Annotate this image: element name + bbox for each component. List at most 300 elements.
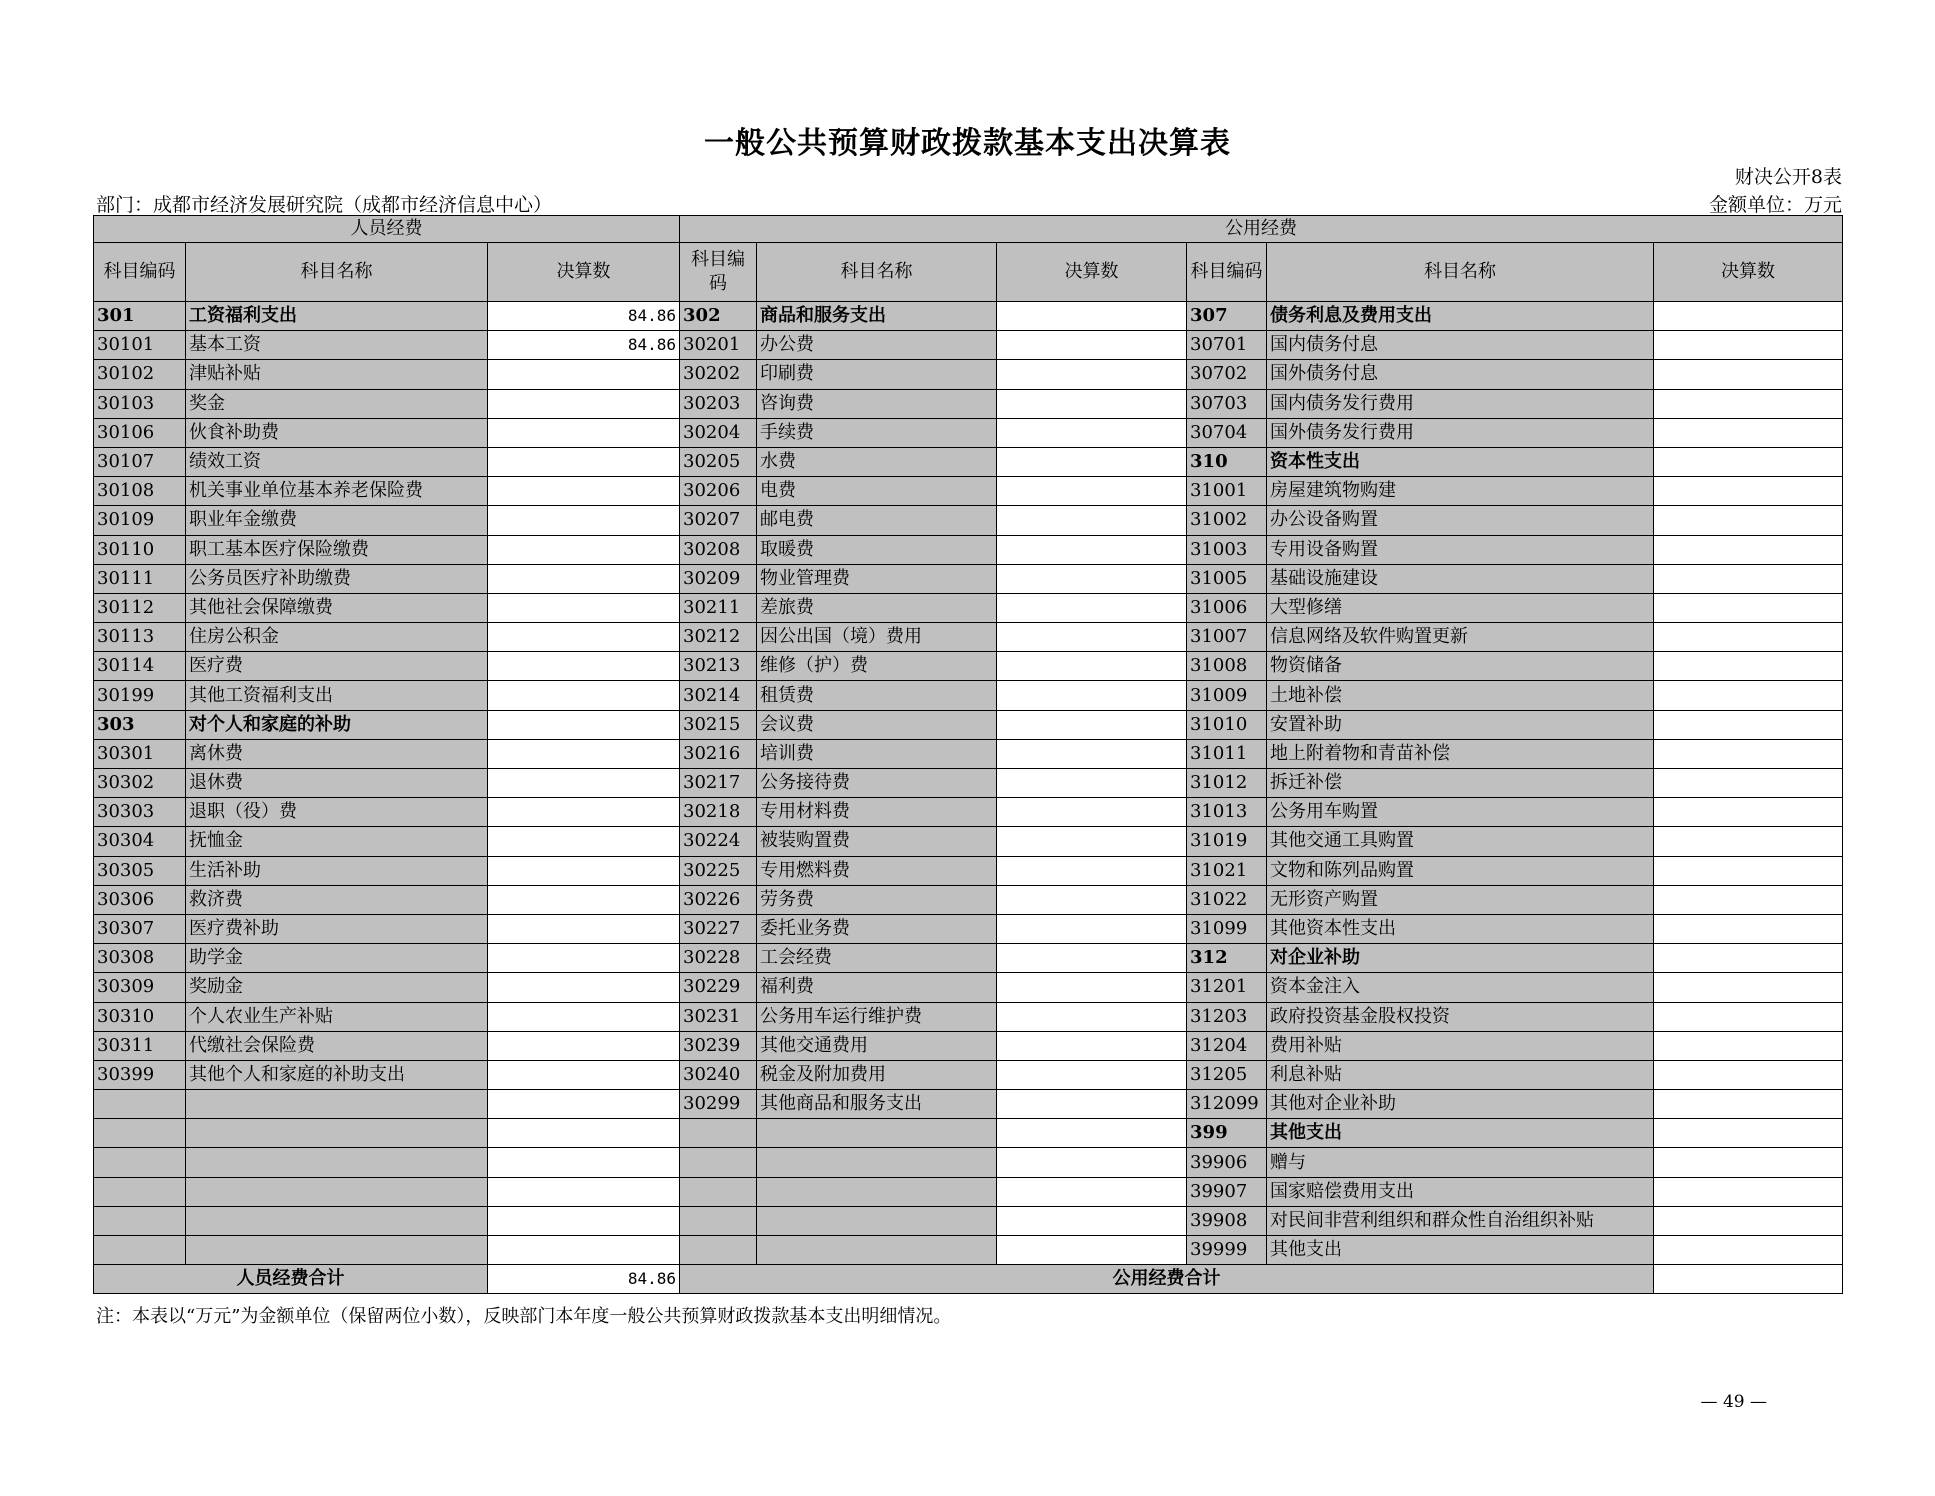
amount-cell <box>997 652 1187 681</box>
code-cell: 30204 <box>680 418 757 447</box>
name-cell: 救济费 <box>186 885 488 914</box>
amount-cell <box>488 623 680 652</box>
personnel-total-value: 84.86 <box>488 1265 680 1294</box>
amount-cell <box>997 944 1187 973</box>
code-cell: 31021 <box>1187 856 1267 885</box>
code-cell <box>680 1206 757 1235</box>
amount-cell <box>488 360 680 389</box>
name-cell: 文物和陈列品购置 <box>1267 856 1654 885</box>
code-cell: 30205 <box>680 447 757 476</box>
code-cell: 31008 <box>1187 652 1267 681</box>
code-cell: 30109 <box>94 506 186 535</box>
department-label: 部门：成都市经济发展研究院（成都市经济信息中心） <box>96 194 553 216</box>
table-row <box>94 418 1843 447</box>
amount-cell <box>1654 447 1843 476</box>
table-row <box>94 593 1843 622</box>
name-cell: 邮电费 <box>757 506 997 535</box>
amount-cell <box>997 389 1187 418</box>
page-title: 一般公共预算财政拨款基本支出决算表 <box>704 126 1231 161</box>
code-cell: 31005 <box>1187 564 1267 593</box>
code-cell: 30101 <box>94 331 186 360</box>
name-cell: 其他对企业补助 <box>1267 1090 1654 1119</box>
code-cell: 30113 <box>94 623 186 652</box>
code-cell: 30108 <box>94 477 186 506</box>
name-cell: 水费 <box>757 447 997 476</box>
name-cell: 资本性支出 <box>1267 447 1654 476</box>
code-cell <box>94 1206 186 1235</box>
public-total-label: 公用经费合计 <box>680 1265 1654 1294</box>
name-cell: 住房公积金 <box>186 623 488 652</box>
amount-cell <box>997 1236 1187 1265</box>
name-cell: 其他支出 <box>1267 1119 1654 1148</box>
name-cell <box>757 1148 997 1177</box>
form-number: 财决公开8表 <box>1734 166 1842 188</box>
name-cell: 会议费 <box>757 710 997 739</box>
name-cell: 专用燃料费 <box>757 856 997 885</box>
amount-cell <box>997 1206 1187 1235</box>
amount-cell <box>997 1031 1187 1060</box>
table-row <box>94 973 1843 1002</box>
code-cell: 30307 <box>94 914 186 943</box>
section-personnel: 人员经费 <box>94 216 680 243</box>
table-row <box>94 1206 1843 1235</box>
name-cell: 伙食补助费 <box>186 418 488 447</box>
code-cell: 30211 <box>680 593 757 622</box>
table-row <box>94 914 1843 943</box>
amount-cell <box>997 477 1187 506</box>
amount-cell <box>997 535 1187 564</box>
code-cell: 31002 <box>1187 506 1267 535</box>
table-row <box>94 302 1843 331</box>
page-number: — 49 — <box>1700 1392 1767 1412</box>
name-cell: 地上附着物和青苗补偿 <box>1267 739 1654 768</box>
amount-cell <box>488 944 680 973</box>
code-cell: 312 <box>1187 944 1267 973</box>
table-row <box>94 652 1843 681</box>
code-cell: 30212 <box>680 623 757 652</box>
name-cell: 其他交通费用 <box>757 1031 997 1060</box>
amount-cell <box>997 593 1187 622</box>
code-cell <box>680 1236 757 1265</box>
table-row <box>94 885 1843 914</box>
amount-cell <box>488 1119 680 1148</box>
amount-cell <box>1654 914 1843 943</box>
name-cell: 无形资产购置 <box>1267 885 1654 914</box>
table-row <box>94 1236 1843 1265</box>
name-cell: 绩效工资 <box>186 447 488 476</box>
header-code: 科目编码 <box>680 243 757 302</box>
amount-cell <box>488 477 680 506</box>
amount-cell <box>1654 856 1843 885</box>
name-cell: 国外债务付息 <box>1267 360 1654 389</box>
table-row <box>94 506 1843 535</box>
name-cell <box>757 1206 997 1235</box>
amount-cell <box>997 506 1187 535</box>
name-cell: 手续费 <box>757 418 997 447</box>
amount-cell <box>488 1090 680 1119</box>
table-row <box>94 1090 1843 1119</box>
amount-cell <box>997 331 1187 360</box>
name-cell: 抚恤金 <box>186 827 488 856</box>
name-cell: 其他支出 <box>1267 1236 1654 1265</box>
code-cell: 31010 <box>1187 710 1267 739</box>
table-row <box>94 389 1843 418</box>
amount-cell <box>997 447 1187 476</box>
table-row <box>94 1002 1843 1031</box>
amount-cell <box>997 360 1187 389</box>
amount-cell <box>488 593 680 622</box>
name-cell: 商品和服务支出 <box>757 302 997 331</box>
table-row <box>94 477 1843 506</box>
amount-cell <box>488 389 680 418</box>
section-public: 公用经费 <box>680 216 1843 243</box>
amount-cell <box>997 885 1187 914</box>
code-cell: 30227 <box>680 914 757 943</box>
code-cell <box>94 1177 186 1206</box>
name-cell: 安置补助 <box>1267 710 1654 739</box>
amount-cell <box>997 798 1187 827</box>
amount-cell <box>488 418 680 447</box>
name-cell: 工会经费 <box>757 944 997 973</box>
name-cell <box>186 1148 488 1177</box>
name-cell: 物资储备 <box>1267 652 1654 681</box>
amount-cell <box>997 914 1187 943</box>
amount-cell <box>1654 973 1843 1002</box>
name-cell: 印刷费 <box>757 360 997 389</box>
amount-cell <box>997 739 1187 768</box>
code-cell: 310 <box>1187 447 1267 476</box>
name-cell: 津贴补贴 <box>186 360 488 389</box>
name-cell <box>186 1177 488 1206</box>
name-cell: 委托业务费 <box>757 914 997 943</box>
name-cell: 工资福利支出 <box>186 302 488 331</box>
name-cell: 离休费 <box>186 739 488 768</box>
code-cell: 31001 <box>1187 477 1267 506</box>
amount-cell <box>1654 535 1843 564</box>
name-cell: 对个人和家庭的补助 <box>186 710 488 739</box>
amount-cell <box>1654 593 1843 622</box>
name-cell: 其他社会保障缴费 <box>186 593 488 622</box>
amount-cell <box>488 1031 680 1060</box>
table-row <box>94 944 1843 973</box>
code-cell: 30304 <box>94 827 186 856</box>
name-cell: 助学金 <box>186 944 488 973</box>
code-cell <box>680 1148 757 1177</box>
table-row <box>94 535 1843 564</box>
amount-cell <box>1654 827 1843 856</box>
name-cell: 大型修缮 <box>1267 593 1654 622</box>
amount-cell <box>488 769 680 798</box>
code-cell: 31003 <box>1187 535 1267 564</box>
table-row <box>94 1031 1843 1060</box>
amount-cell <box>1654 1119 1843 1148</box>
code-cell: 30199 <box>94 681 186 710</box>
name-cell: 基础设施建设 <box>1267 564 1654 593</box>
name-cell: 对民间非营利组织和群众性自治组织补贴 <box>1267 1206 1654 1235</box>
code-cell: 39907 <box>1187 1177 1267 1206</box>
table-row <box>94 1060 1843 1089</box>
amount-cell <box>997 1060 1187 1089</box>
name-cell: 赠与 <box>1267 1148 1654 1177</box>
name-cell: 房屋建筑物购建 <box>1267 477 1654 506</box>
name-cell: 维修（护）费 <box>757 652 997 681</box>
name-cell: 培训费 <box>757 739 997 768</box>
code-cell: 30214 <box>680 681 757 710</box>
amount-cell <box>1654 652 1843 681</box>
amount-cell <box>488 856 680 885</box>
amount-cell <box>997 1148 1187 1177</box>
amount-cell <box>1654 710 1843 739</box>
code-cell: 30102 <box>94 360 186 389</box>
header-code: 科目编码 <box>1187 243 1267 302</box>
amount-cell <box>488 506 680 535</box>
header-code: 科目编码 <box>94 243 186 302</box>
name-cell: 公务用车购置 <box>1267 798 1654 827</box>
name-cell: 办公设备购置 <box>1267 506 1654 535</box>
name-cell: 退职（役）费 <box>186 798 488 827</box>
name-cell: 费用补贴 <box>1267 1031 1654 1060</box>
amount-cell <box>488 973 680 1002</box>
name-cell: 差旅费 <box>757 593 997 622</box>
table-row <box>94 1148 1843 1177</box>
public-total-value <box>1654 1265 1843 1294</box>
code-cell: 30225 <box>680 856 757 885</box>
table-row <box>94 681 1843 710</box>
code-cell: 30208 <box>680 535 757 564</box>
name-cell: 医疗费 <box>186 652 488 681</box>
name-cell: 办公费 <box>757 331 997 360</box>
code-cell: 30299 <box>680 1090 757 1119</box>
amount-cell <box>1654 418 1843 447</box>
amount-cell <box>488 827 680 856</box>
name-cell: 专用设备购置 <box>1267 535 1654 564</box>
code-cell: 31204 <box>1187 1031 1267 1060</box>
code-cell: 30215 <box>680 710 757 739</box>
amount-cell <box>997 1119 1187 1148</box>
code-cell: 30303 <box>94 798 186 827</box>
code-cell: 30213 <box>680 652 757 681</box>
code-cell <box>94 1236 186 1265</box>
code-cell <box>680 1119 757 1148</box>
name-cell: 代缴社会保险费 <box>186 1031 488 1060</box>
amount-cell <box>488 885 680 914</box>
amount-cell <box>997 681 1187 710</box>
code-cell: 30110 <box>94 535 186 564</box>
code-cell: 30702 <box>1187 360 1267 389</box>
name-cell <box>186 1090 488 1119</box>
header-name: 科目名称 <box>1267 243 1654 302</box>
code-cell: 30209 <box>680 564 757 593</box>
name-cell: 因公出国（境）费用 <box>757 623 997 652</box>
amount-cell <box>997 856 1187 885</box>
amount-cell <box>1654 1060 1843 1089</box>
amount-cell <box>488 1177 680 1206</box>
code-cell: 307 <box>1187 302 1267 331</box>
header-amount: 决算数 <box>1654 243 1843 302</box>
amount-cell <box>1654 564 1843 593</box>
amount-cell: 84.86 <box>488 331 680 360</box>
code-cell: 30112 <box>94 593 186 622</box>
code-cell: 30224 <box>680 827 757 856</box>
name-cell: 资本金注入 <box>1267 973 1654 1002</box>
code-cell: 31011 <box>1187 739 1267 768</box>
name-cell: 其他个人和家庭的补助支出 <box>186 1060 488 1089</box>
code-cell: 30228 <box>680 944 757 973</box>
amount-cell <box>1654 1177 1843 1206</box>
code-cell: 30203 <box>680 389 757 418</box>
code-cell: 30311 <box>94 1031 186 1060</box>
amount-cell <box>997 564 1187 593</box>
name-cell: 电费 <box>757 477 997 506</box>
name-cell: 国外债务发行费用 <box>1267 418 1654 447</box>
code-cell: 30216 <box>680 739 757 768</box>
amount-cell <box>1654 1148 1843 1177</box>
code-cell: 30306 <box>94 885 186 914</box>
name-cell: 职工基本医疗保险缴费 <box>186 535 488 564</box>
amount-cell <box>997 1090 1187 1119</box>
name-cell: 公务员医疗补助缴费 <box>186 564 488 593</box>
name-cell <box>186 1206 488 1235</box>
amount-cell <box>997 302 1187 331</box>
amount-cell <box>1654 739 1843 768</box>
code-cell: 30240 <box>680 1060 757 1089</box>
name-cell: 医疗费补助 <box>186 914 488 943</box>
code-cell: 312099 <box>1187 1090 1267 1119</box>
amount-unit: 金额单位：万元 <box>1708 194 1842 216</box>
code-cell: 31012 <box>1187 769 1267 798</box>
code-cell: 30107 <box>94 447 186 476</box>
amount-cell <box>488 1002 680 1031</box>
name-cell: 信息网络及软件购置更新 <box>1267 623 1654 652</box>
code-cell: 30310 <box>94 1002 186 1031</box>
amount-cell <box>997 769 1187 798</box>
amount-cell <box>997 1002 1187 1031</box>
header-name: 科目名称 <box>186 243 488 302</box>
name-cell: 奖励金 <box>186 973 488 1002</box>
code-cell: 31099 <box>1187 914 1267 943</box>
expenditure-table <box>93 215 1843 1294</box>
amount-cell <box>997 973 1187 1002</box>
name-cell: 咨询费 <box>757 389 997 418</box>
name-cell: 个人农业生产补贴 <box>186 1002 488 1031</box>
amount-cell <box>1654 1002 1843 1031</box>
amount-cell <box>997 710 1187 739</box>
code-cell: 30399 <box>94 1060 186 1089</box>
name-cell: 对企业补助 <box>1267 944 1654 973</box>
code-cell: 30106 <box>94 418 186 447</box>
code-cell: 302 <box>680 302 757 331</box>
code-cell: 30206 <box>680 477 757 506</box>
amount-cell <box>1654 1236 1843 1265</box>
code-cell <box>94 1148 186 1177</box>
code-cell <box>94 1090 186 1119</box>
table-row <box>94 360 1843 389</box>
amount-cell: 84.86 <box>488 302 680 331</box>
amount-cell <box>488 535 680 564</box>
header-name: 科目名称 <box>757 243 997 302</box>
name-cell: 福利费 <box>757 973 997 1002</box>
table-row <box>94 856 1843 885</box>
name-cell: 其他工资福利支出 <box>186 681 488 710</box>
name-cell: 债务利息及费用支出 <box>1267 302 1654 331</box>
code-cell: 399 <box>1187 1119 1267 1148</box>
amount-cell <box>488 710 680 739</box>
code-cell: 31203 <box>1187 1002 1267 1031</box>
code-cell <box>680 1177 757 1206</box>
table-row <box>94 564 1843 593</box>
amount-cell <box>1654 477 1843 506</box>
name-cell: 国内债务付息 <box>1267 331 1654 360</box>
code-cell: 31019 <box>1187 827 1267 856</box>
table-row <box>94 1177 1843 1206</box>
code-cell: 39908 <box>1187 1206 1267 1235</box>
amount-cell <box>488 1236 680 1265</box>
name-cell: 基本工资 <box>186 331 488 360</box>
name-cell: 生活补助 <box>186 856 488 885</box>
code-cell: 30704 <box>1187 418 1267 447</box>
code-cell: 30201 <box>680 331 757 360</box>
name-cell: 被装购置费 <box>757 827 997 856</box>
code-cell: 30305 <box>94 856 186 885</box>
code-cell: 31007 <box>1187 623 1267 652</box>
code-cell <box>94 1119 186 1148</box>
name-cell <box>186 1119 488 1148</box>
code-cell: 30309 <box>94 973 186 1002</box>
amount-cell <box>1654 1090 1843 1119</box>
name-cell: 政府投资基金股权投资 <box>1267 1002 1654 1031</box>
code-cell: 30301 <box>94 739 186 768</box>
name-cell: 机关事业单位基本养老保险费 <box>186 477 488 506</box>
amount-cell <box>488 1148 680 1177</box>
code-cell: 31022 <box>1187 885 1267 914</box>
code-cell: 30207 <box>680 506 757 535</box>
amount-cell <box>488 564 680 593</box>
code-cell: 31006 <box>1187 593 1267 622</box>
name-cell: 退休费 <box>186 769 488 798</box>
amount-cell <box>1654 360 1843 389</box>
amount-cell <box>1654 331 1843 360</box>
name-cell: 职业年金缴费 <box>186 506 488 535</box>
amount-cell <box>997 418 1187 447</box>
code-cell: 30231 <box>680 1002 757 1031</box>
code-cell: 30202 <box>680 360 757 389</box>
amount-cell <box>1654 1031 1843 1060</box>
code-cell: 39906 <box>1187 1148 1267 1177</box>
personnel-total-label: 人员经费合计 <box>94 1265 488 1294</box>
table-row <box>94 447 1843 476</box>
name-cell: 奖金 <box>186 389 488 418</box>
amount-cell <box>1654 885 1843 914</box>
amount-cell <box>1654 769 1843 798</box>
table-row <box>94 827 1843 856</box>
code-cell: 30302 <box>94 769 186 798</box>
code-cell: 31013 <box>1187 798 1267 827</box>
name-cell: 拆迁补偿 <box>1267 769 1654 798</box>
code-cell: 30226 <box>680 885 757 914</box>
name-cell: 其他商品和服务支出 <box>757 1090 997 1119</box>
code-cell: 30114 <box>94 652 186 681</box>
amount-cell <box>1654 1206 1843 1235</box>
code-cell: 39999 <box>1187 1236 1267 1265</box>
code-cell: 30703 <box>1187 389 1267 418</box>
name-cell <box>757 1177 997 1206</box>
table-row <box>94 623 1843 652</box>
amount-cell <box>1654 681 1843 710</box>
name-cell: 其他资本性支出 <box>1267 914 1654 943</box>
amount-cell <box>1654 389 1843 418</box>
amount-cell <box>488 739 680 768</box>
table-row <box>94 1119 1843 1148</box>
